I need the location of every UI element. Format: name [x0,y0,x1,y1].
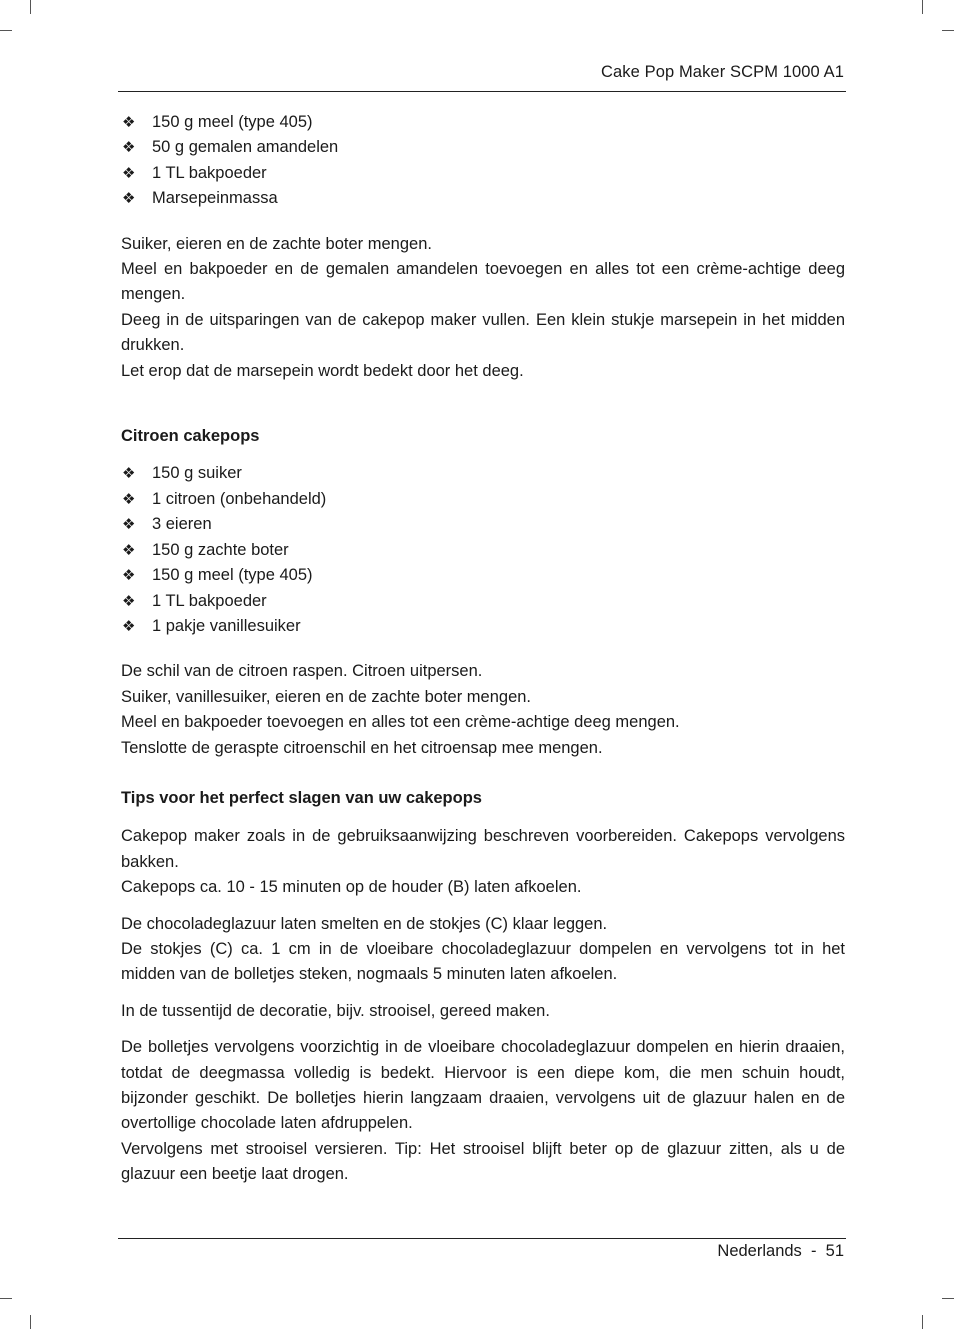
crop-mark [0,30,12,31]
tip-paragraph: Vervolgens met strooisel versieren. Tip: Het strooisel blijft beter op de glazuur zitten, als u de glazuur een beetje laat drogen. [121,1139,845,1184]
four-petal-diamond-icon: ❖ [122,189,136,208]
four-petal-diamond-icon: ❖ [122,138,136,157]
header-rule [118,91,846,92]
page-footer [717,1242,844,1261]
instruction-paragraph: De schil van de citroen raspen. Citroen uitpersen. [121,662,483,681]
four-petal-diamond-icon: ❖ [122,464,136,483]
crop-mark [922,1315,923,1329]
section-heading: Citroen cakepops [121,427,260,446]
four-petal-diamond-icon: ❖ [122,616,136,635]
list-item: ❖ 150 g suiker [121,461,845,486]
tip-paragraph: Cakepop maker zoals in de gebruiksaanwijzing beschreven voorbereiden. Cakepops vervolgens bakken. [121,827,845,871]
instruction-paragraph: Meel en bakpoeder en de gemalen amandelen toevoegen en alles tot een crème-achtige deeg mengen. [121,260,845,304]
list-item: ❖ 150 g meel (type 405) [121,563,845,588]
crop-mark [922,0,923,14]
crop-mark [942,30,954,31]
ingredient-list [121,461,845,639]
list-item: ❖ 1 citroen (onbehandeld) [121,487,845,512]
list-item: ❖ 1 TL bakpoeder [121,589,845,614]
instruction-paragraph: Suiker, vanillesuiker, eieren en de zachte boter mengen. [121,687,532,706]
footer-rule [118,1238,846,1239]
four-petal-diamond-icon: ❖ [122,540,136,559]
footer-language: Nederlands [717,1242,802,1260]
four-petal-diamond-icon: ❖ [122,113,136,131]
section-heading: Tips voor het perfect slagen van uw cakepops [121,788,482,807]
tip-paragraph: Cakepops ca. 10 - 15 minuten op de houder (B) laten afkoelen. [121,878,582,897]
list-item: ❖ 3 eieren [121,512,845,537]
ingredient-list [121,110,845,212]
crop-mark [942,1298,954,1299]
four-petal-diamond-icon: ❖ [122,591,136,610]
tip-paragraph: In de tussentijd de decoratie, bijv. strooisel, gereed maken. [121,1001,550,1020]
list-item: ❖ 1 TL bakpoeder [121,161,845,186]
footer-separator: - [810,1242,817,1260]
tip-paragraph: De bolletjes vervolgens voorzichtig in de vloeibare chocoladeglazuur dompelen en hierin draaien, totdat de deegmassa volledig is bedekt. Hiervoor is een diepe kom, die men schuin houdt, bijzonder geschikt. De bolletjes hierin langzaam draaien, vervolgens uit de glazuur halen en de overtollige chocolade laten afdruppelen. [121,1038,845,1133]
instruction-paragraph: Tenslotte de geraspte citroenschil en het citroensap mee mengen. [121,738,603,757]
instruction-paragraph: Suiker, eieren en de zachte boter mengen. [121,234,432,253]
crop-mark [30,1315,31,1329]
list-item: ❖ Marsepeinmassa [121,186,845,211]
list-item: ❖ 50 g gemalen amandelen [121,135,845,160]
four-petal-diamond-icon: ❖ [122,489,136,508]
tip-paragraph: De stokjes (C) ca. 1 cm in de vloeibare chocoladeglazuur dompelen en vervolgens tot in het midden van de bolletjes steken, nogmaals 5 minuten laten afkoelen. [121,939,845,984]
list-item: ❖ 150 g meel (type 405) [121,110,845,135]
page-header-title: Cake Pop Maker SCPM 1000 A1 [601,63,844,81]
list-item: ❖ 1 pakje vanillesuiker [121,614,845,639]
instruction-paragraph: Deeg in de uitsparingen van de cakepop maker vullen. Een klein stukje marsepein in het midden drukken. [121,310,845,355]
crop-mark [0,1298,12,1299]
four-petal-diamond-icon: ❖ [122,566,136,585]
page-content [121,110,845,1188]
four-petal-diamond-icon: ❖ [122,163,136,182]
crop-mark [30,0,31,14]
four-petal-diamond-icon: ❖ [122,515,136,534]
page-number: 51 [825,1242,844,1260]
tip-paragraph: De chocoladeglazuur laten smelten en de stokjes (C) klaar leggen. [121,914,608,933]
instruction-paragraph: Meel en bakpoeder toevoegen en alles tot een crème-achtige deeg mengen. [121,713,680,732]
list-item: ❖ 150 g zachte boter [121,538,845,563]
instruction-paragraph: Let erop dat de marsepein wordt bedekt door het deeg. [121,361,524,380]
